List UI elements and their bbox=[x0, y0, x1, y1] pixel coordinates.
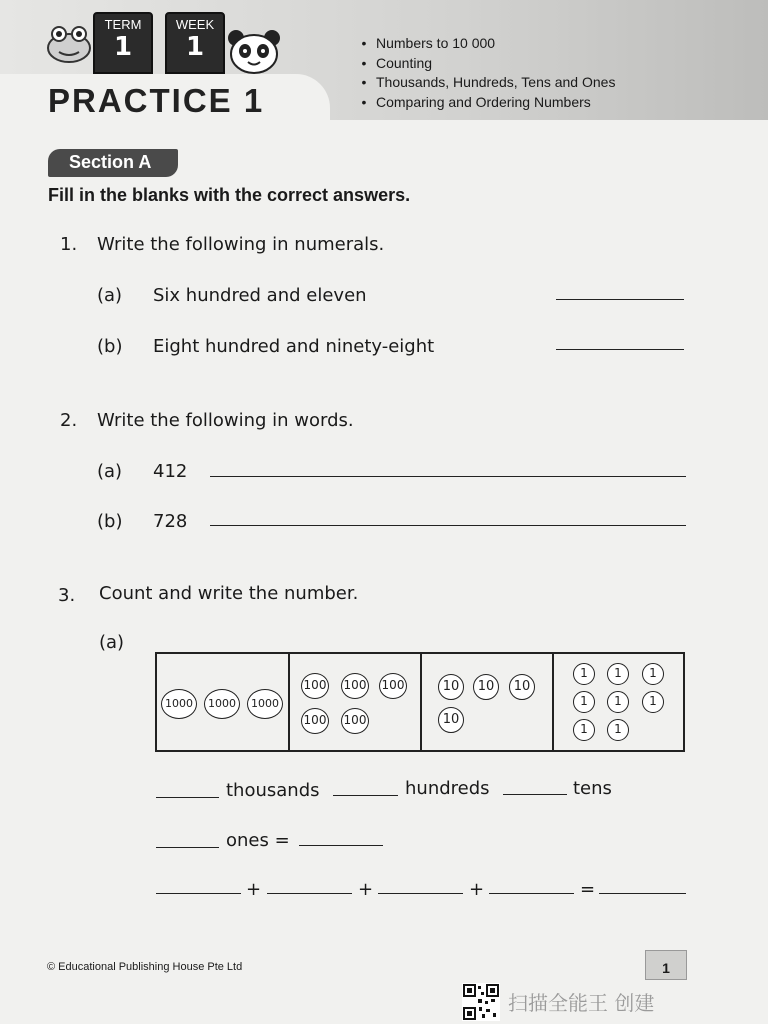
frog-mascot-icon bbox=[44, 22, 94, 64]
plus-sign: + bbox=[246, 879, 262, 900]
q2b-label: (b) bbox=[97, 511, 123, 532]
term-label: TERM bbox=[104, 17, 142, 32]
q2-number: 2. bbox=[60, 410, 78, 431]
thousands-cell bbox=[157, 654, 290, 750]
coin-10: 10 bbox=[509, 674, 535, 700]
coin-100: 100 bbox=[341, 708, 369, 734]
place-value-coins-table bbox=[155, 652, 685, 752]
coin-1: 1 bbox=[642, 663, 664, 685]
q3-number: 3. bbox=[58, 585, 76, 606]
q2a-label: (a) bbox=[97, 461, 123, 482]
addend-2-blank[interactable] bbox=[267, 893, 352, 894]
ones-word: ones = bbox=[226, 830, 290, 851]
q3a-label: (a) bbox=[99, 632, 125, 653]
q1a-text: Six hundred and eleven bbox=[153, 285, 367, 306]
coin-1: 1 bbox=[573, 719, 595, 741]
q1-number: 1. bbox=[60, 234, 78, 255]
topic-item: • Counting bbox=[352, 54, 615, 74]
q3-prompt: Count and write the number. bbox=[99, 583, 359, 604]
hundreds-cell bbox=[290, 654, 422, 750]
coin-1: 1 bbox=[607, 663, 629, 685]
sum-blank[interactable] bbox=[599, 893, 686, 894]
coin-100: 100 bbox=[341, 673, 369, 699]
hundreds-answer-blank[interactable] bbox=[333, 795, 398, 796]
qr-code-icon bbox=[462, 983, 500, 1021]
q2b-text: 728 bbox=[153, 511, 188, 532]
plus-sign: + bbox=[469, 879, 485, 900]
q1-prompt: Write the following in numerals. bbox=[97, 234, 385, 255]
q1b-text: Eight hundred and ninety-eight bbox=[153, 336, 435, 357]
coin-1: 1 bbox=[573, 691, 595, 713]
week-tab bbox=[165, 12, 225, 74]
tens-answer-blank[interactable] bbox=[503, 794, 567, 795]
panda-mascot-icon bbox=[226, 28, 282, 76]
coin-1000: 1000 bbox=[161, 689, 197, 719]
topic-item: • Thousands, Hundreds, Tens and Ones bbox=[352, 73, 615, 93]
tens-cell bbox=[422, 654, 554, 750]
coin-10: 10 bbox=[438, 707, 464, 733]
scanner-watermark: 扫描全能王 创建 bbox=[508, 991, 655, 1015]
topic-item: • Numbers to 10 000 bbox=[352, 34, 615, 54]
coin-100: 100 bbox=[301, 708, 329, 734]
topic-list bbox=[352, 34, 615, 112]
q1a-answer-blank[interactable] bbox=[556, 299, 684, 300]
page-number: 1 bbox=[645, 950, 687, 980]
coin-1: 1 bbox=[607, 691, 629, 713]
number-answer-blank[interactable] bbox=[299, 845, 383, 846]
week-number: 1 bbox=[185, 32, 205, 62]
ones-answer-blank[interactable] bbox=[156, 847, 219, 848]
section-badge: Section A bbox=[48, 149, 178, 177]
thousands-answer-blank[interactable] bbox=[156, 797, 219, 798]
section-instruction: Fill in the blanks with the correct answers. bbox=[48, 185, 411, 205]
equals-sign: = bbox=[580, 879, 596, 900]
week-label: WEEK bbox=[175, 17, 215, 32]
plus-sign: + bbox=[358, 879, 374, 900]
q2-prompt: Write the following in words. bbox=[97, 410, 354, 431]
coin-10: 10 bbox=[438, 674, 464, 700]
ones-cell bbox=[554, 654, 683, 750]
coin-1000: 1000 bbox=[204, 689, 240, 719]
page-title: PRACTICE 1 bbox=[48, 82, 265, 119]
q1b-label: (b) bbox=[97, 336, 123, 357]
addend-4-blank[interactable] bbox=[489, 893, 574, 894]
copyright-notice: © Educational Publishing House Pte Ltd bbox=[47, 961, 243, 973]
coin-100: 100 bbox=[301, 673, 329, 699]
coin-1: 1 bbox=[642, 691, 664, 713]
thousands-word: thousands bbox=[226, 780, 320, 801]
q2b-answer-blank[interactable] bbox=[210, 525, 686, 526]
term-tab bbox=[93, 12, 153, 74]
q2a-answer-blank[interactable] bbox=[210, 476, 686, 477]
tens-word: tens bbox=[573, 778, 612, 799]
addend-1-blank[interactable] bbox=[156, 893, 241, 894]
coin-1000: 1000 bbox=[247, 689, 283, 719]
coin-100: 100 bbox=[379, 673, 407, 699]
q1a-label: (a) bbox=[97, 285, 123, 306]
hundreds-word: hundreds bbox=[405, 778, 490, 799]
topic-item: • Comparing and Ordering Numbers bbox=[352, 93, 615, 113]
addend-3-blank[interactable] bbox=[378, 893, 463, 894]
coin-1: 1 bbox=[573, 663, 595, 685]
coin-10: 10 bbox=[473, 674, 499, 700]
q1b-answer-blank[interactable] bbox=[556, 349, 684, 350]
coin-1: 1 bbox=[607, 719, 629, 741]
term-number: 1 bbox=[113, 32, 133, 62]
q2a-text: 412 bbox=[153, 461, 188, 482]
